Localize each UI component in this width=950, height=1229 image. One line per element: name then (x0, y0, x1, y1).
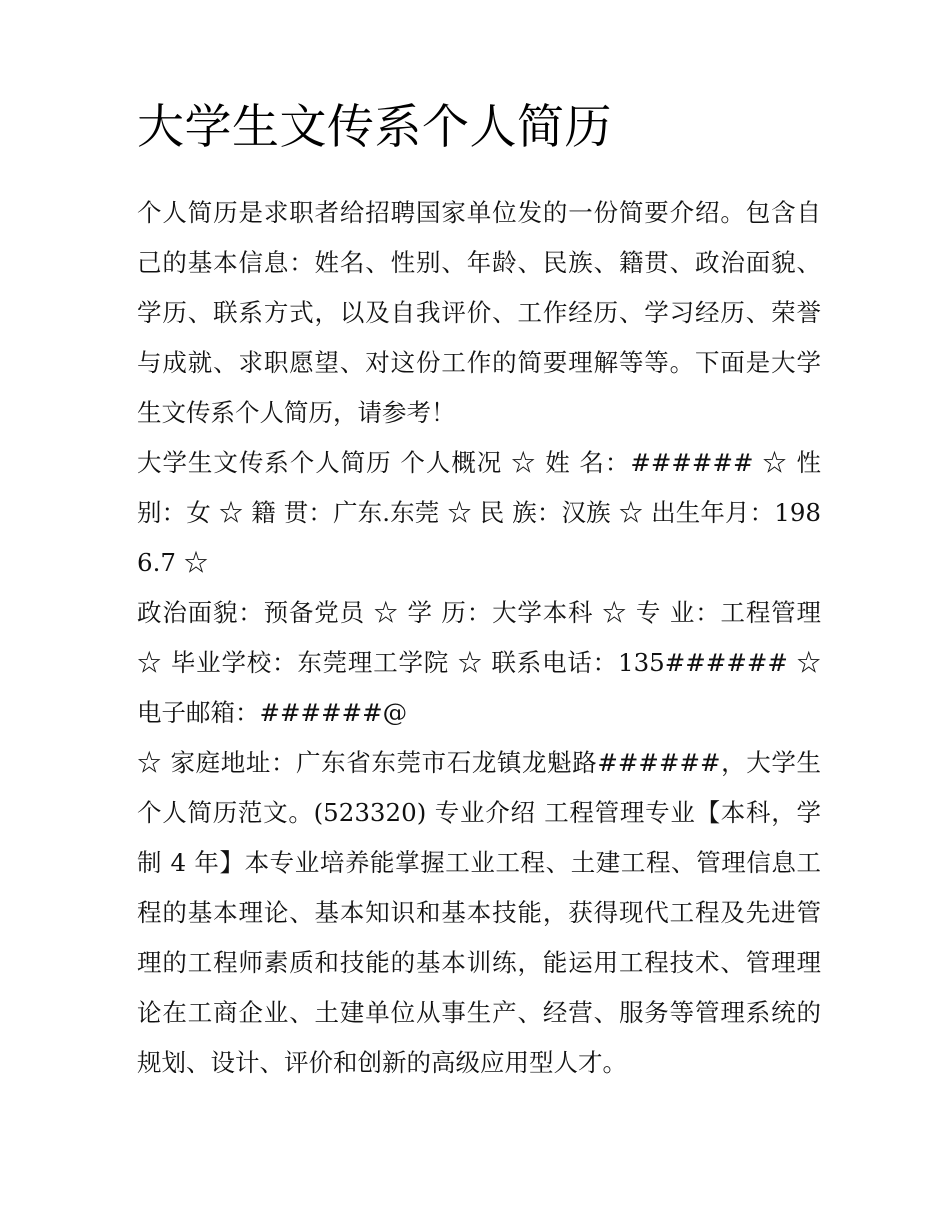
paragraph-intro: 个人简历是求职者给招聘国家单位发的一份简要介绍。包含自己的基本信息：姓名、性别、年龄、民族、籍贯、政治面貌、学历、联系方式，以及自我评价、工作经历、学习经历、荣誉与成就、求职愿望、对这份工作的简要理解等等。下面是大学生文传系个人简历，请参考！ (137, 198, 821, 427)
paragraph-address-major-intro: ☆ 家庭地址：广东省东莞市石龙镇龙魁路######，大学生个人简历范文。(523320) 专业介绍 工程管理专业【本科，学制 4 年】本专业培养能掌握工业工程、土建工程、管理信息工程的基本理论、基本知识和基本技能，获得现代工程及先进管理的工程师素质和技能的基本训练，能运用工程技术、管理理论在工商企业、土建单位从事生产、经营、服务等管理系统的规划、设计、评价和创新的高级应用型人才。 (137, 748, 821, 1077)
document-body (137, 96, 821, 1088)
paragraph-education-contact: 政治面貌：预备党员 ☆ 学 历：大学本科 ☆ 专 业：工程管理 ☆ 毕业学校：东莞理工学院 ☆ 联系电话：135###### ☆ 电子邮箱：######@ (137, 598, 821, 727)
page-title: 大学生文传系个人简历 (137, 100, 612, 155)
paragraph-personal-profile: 大学生文传系个人简历 个人概况 ☆ 姓 名：###### ☆ 性别：女 ☆ 籍 贯：广东.东莞 ☆ 民 族：汉族 ☆ 出生年月：1986.7 ☆ (137, 448, 821, 577)
